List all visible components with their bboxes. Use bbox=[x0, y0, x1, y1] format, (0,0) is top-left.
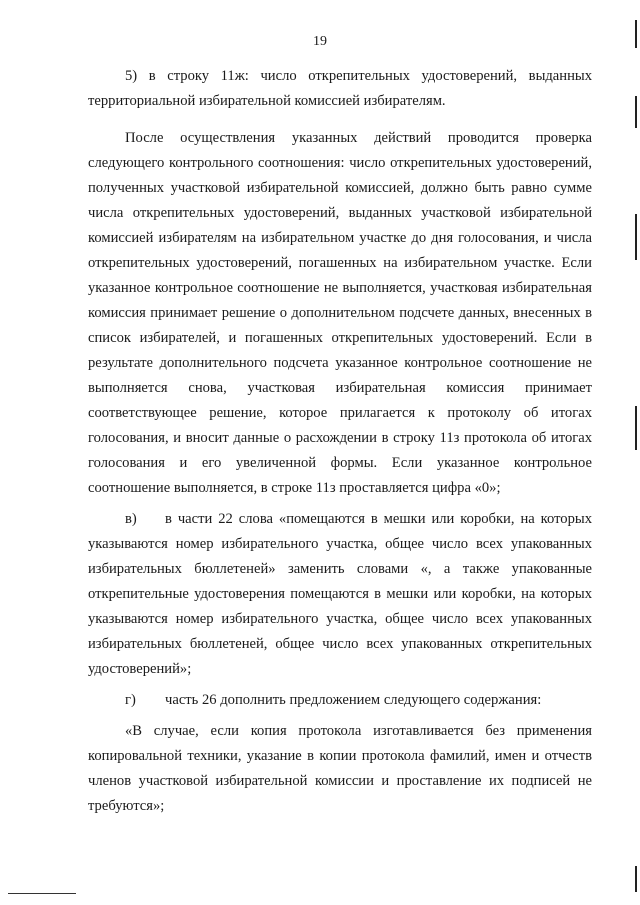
item-letter-g: г) bbox=[125, 692, 136, 708]
scan-edge-mark bbox=[635, 96, 637, 128]
paragraph-control-check: После осуществления указанных действий проводится проверка следующего контрольного соотношения: число открепительных удостоверений, полученных участковой избирательной комиссией, должно быть равно сумме числа открепительных удостоверений, выданных участковой избирательной комиссией избирателям на избирательном участке до дня голосования, и числа открепительных удостоверений, погашенных на избирательном участке. Если указанное контрольное соотношение не выполняется, участковая избирательная комиссия принимает решение о дополнительном подсчете данных, внесенных в список избирателей, и погашенных открепительных удостоверений. Если в результате дополнительного подсчета указанное контрольное соотношение не выполняется снова, участковая избирательная комиссия принимает соответствующее решение, которое прилагается к протоколу об итогах голосования, и вносит данные о расхождении в строку 11з протокола об итогах голосования и его увеличенной формы. Если указанное контрольное соотношение выполняется, в строке 11з проставляется цифра «0»; bbox=[88, 130, 592, 496]
paragraph-item-v bbox=[88, 507, 592, 682]
scan-edge-mark bbox=[635, 866, 637, 892]
scan-edge-mark bbox=[635, 406, 637, 450]
page-number: 19 bbox=[313, 34, 327, 49]
document-body bbox=[88, 64, 592, 819]
scan-edge-mark bbox=[635, 214, 637, 260]
item-letter-v: в) bbox=[125, 511, 137, 527]
paragraph-item-g bbox=[88, 688, 592, 713]
paragraph-item-5: 5) в строку 11ж: число открепительных удостоверений, выданных территориальной избирательной комиссией избирателям. bbox=[88, 68, 592, 109]
paragraph-item-g-text: часть 26 дополнить предложением следующего содержания: bbox=[165, 692, 542, 708]
paragraph-quote: «В случае, если копия протокола изготавливается без применения копировальной техники, указание в копии протокола фамилий, имен и отчеств членов участковой избирательной комиссии и проставление их подписей не требуются»; bbox=[88, 723, 592, 814]
scan-edge-mark bbox=[635, 20, 637, 48]
paragraph-item-v-text: в части 22 слова «помещаются в мешки или коробки, на которых указываются номер избирательного участка, общее число всех упакованных избирательных бюллетеней» заменить словами «, а также упакованные открепительные удостоверения помещаются в мешки или коробки, на которых указываются номер избирательного участка, общее число всех упакованных избирательных бюллетеней, общее число всех упакованных открепительных удостоверений»; bbox=[88, 511, 592, 677]
footer-rule bbox=[8, 893, 76, 894]
